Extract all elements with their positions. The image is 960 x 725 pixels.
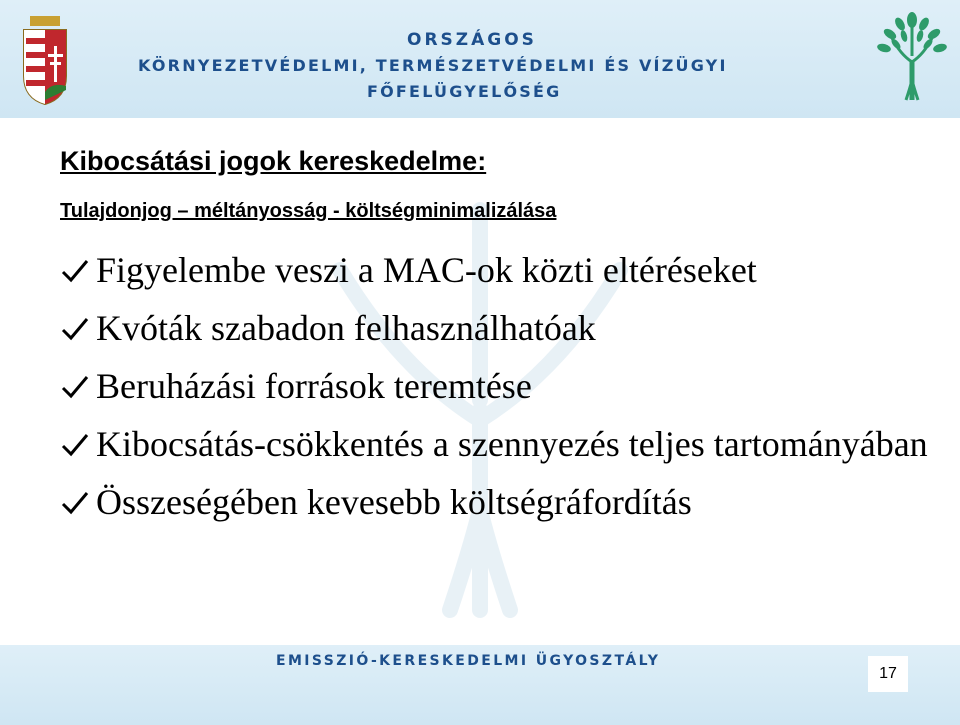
- org-name-line2: KÖRNYEZETVÉDELMI, TERMÉSZETVÉDELMI ÉS VÍZÜGYI: [138, 56, 728, 75]
- hungarian-coat-of-arms-icon: [20, 16, 70, 106]
- bullet-text: Összeségében kevesebb költségráfordítás: [96, 482, 692, 522]
- org-name-line3: FŐFELÜGYELŐSÉG: [367, 82, 562, 101]
- tree-logo-icon: [872, 10, 952, 105]
- checkmark-icon: [60, 316, 90, 342]
- footer-band: [0, 645, 960, 725]
- bullet-item: [60, 306, 940, 350]
- bullet-text: Figyelembe veszi a MAC-ok közti eltéréseket: [96, 250, 757, 290]
- slide-subtitle: Tulajdonjog – méltányosság - költségminimalizálása: [60, 200, 557, 222]
- bullet-item: [60, 480, 940, 524]
- header-band: [0, 0, 960, 118]
- checkmark-icon: [60, 258, 90, 284]
- bullet-item: [60, 422, 940, 466]
- checkmark-icon: [60, 432, 90, 458]
- checkmark-icon: [60, 490, 90, 516]
- page-number: 17: [868, 656, 908, 692]
- bullet-text: Kvóták szabadon felhasználhatóak: [96, 308, 596, 348]
- org-name-line1: ORSZÁGOS: [407, 30, 537, 50]
- department-name: EMISSZIÓ-KERESKEDELMI ÜGYOSZTÁLY: [276, 653, 661, 669]
- checkmark-icon: [60, 374, 90, 400]
- slide-title: Kibocsátási jogok kereskedelme:: [60, 146, 487, 176]
- bullet-text: Kibocsátás-csökkentés a szennyezés teljes tartományában: [96, 424, 928, 464]
- bullet-list: [60, 248, 940, 538]
- bullet-item: [60, 248, 940, 292]
- bullet-item: [60, 364, 940, 408]
- bullet-text: Beruházási források teremtése: [96, 366, 532, 406]
